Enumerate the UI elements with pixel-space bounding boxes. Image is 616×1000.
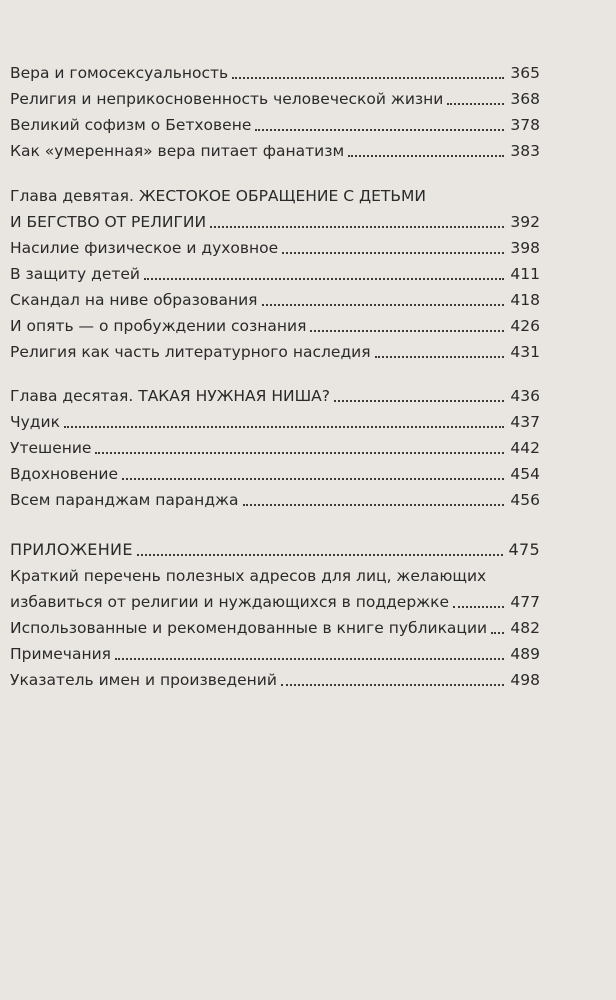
chapter-nine-title-line1: Глава девятая. ЖЕСТОКОЕ ОБРАЩЕНИЕ С ДЕТЬМИ — [10, 187, 426, 205]
dot-leader — [210, 226, 504, 228]
toc-entry-title: Всем паранджам паранджа — [10, 491, 239, 509]
toc-entry-title: Чудик — [10, 413, 60, 431]
toc-entry-page: 378 — [510, 116, 540, 134]
toc-entry-title: Скандал на ниве образования — [10, 291, 258, 309]
dot-leader — [310, 330, 504, 332]
toc-entry-page: 368 — [510, 90, 540, 108]
toc-entry-title: избавиться от религии и нуждающихся в поддержке — [10, 593, 450, 611]
dot-leader — [137, 554, 503, 556]
toc-entry-page: 477 — [510, 593, 540, 611]
toc-entry-title: Вера и гомосексуальность — [10, 64, 229, 82]
toc-entry-page: 498 — [510, 671, 540, 689]
chapter-ten-title: Глава десятая. ТАКАЯ НУЖНАЯ НИША? — [10, 387, 331, 405]
toc-entry — [10, 261, 540, 287]
dot-leader — [243, 504, 505, 506]
toc-entry-title: Как «умеренная» вера питает фанатизм — [10, 142, 345, 160]
appendix-page: 475 — [508, 540, 540, 559]
toc-entry — [10, 615, 540, 641]
toc-entry — [10, 235, 540, 261]
dot-leader — [447, 103, 504, 105]
toc-entry — [10, 60, 540, 86]
toc-entry-title: Использованные и рекомендованные в книге публикации — [10, 619, 488, 637]
toc-entry — [10, 667, 540, 693]
chapter-ten-heading — [10, 383, 540, 409]
toc-entry — [10, 112, 540, 138]
dot-leader — [122, 478, 504, 480]
toc-entry-title: Религия как часть литературного наследия — [10, 343, 371, 361]
dot-leader — [375, 356, 505, 358]
dot-leader — [453, 606, 504, 608]
toc-entry-title: Вдохновение — [10, 465, 119, 483]
toc-entry-title: И опять — о пробуждении сознания — [10, 317, 307, 335]
dot-leader — [262, 304, 505, 306]
dot-leader — [255, 129, 504, 131]
toc-entry-page: 411 — [510, 265, 540, 283]
toc-entry — [10, 589, 540, 615]
chapter-nine-page: 392 — [510, 213, 540, 231]
toc-entry-page: 383 — [510, 142, 540, 160]
toc-entry — [10, 461, 540, 487]
toc-entry — [10, 339, 540, 365]
toc-entry — [10, 487, 540, 513]
toc-entry-page: 489 — [510, 645, 540, 663]
toc-entry-page: 437 — [510, 413, 540, 431]
dot-leader — [144, 278, 504, 280]
toc-entry-page: 398 — [510, 239, 540, 257]
dot-leader — [334, 400, 504, 402]
toc-entry — [10, 409, 540, 435]
toc-entry — [10, 138, 540, 164]
toc-entry-title: Насилие физическое и духовное — [10, 239, 279, 257]
dot-leader — [281, 684, 504, 686]
chapter-nine-title-line2: И БЕГСТВО ОТ РЕЛИГИИ — [10, 213, 207, 231]
toc-entry-page: 456 — [510, 491, 540, 509]
toc-entry-title: Указатель имен и произведений — [10, 671, 277, 689]
toc-entry-title: Религия и неприкосновенность человеческой жизни — [10, 90, 444, 108]
toc-entry — [10, 287, 540, 313]
toc-entry-page: 418 — [510, 291, 540, 309]
appendix-heading — [10, 537, 540, 563]
toc-entry-page: 426 — [510, 317, 540, 335]
chapter-ten-page: 436 — [510, 387, 540, 405]
toc-entry-title: Утешение — [10, 439, 92, 457]
toc-entry-page: 365 — [510, 64, 540, 82]
toc-entry-title: В защиту детей — [10, 265, 140, 283]
dot-leader — [282, 252, 504, 254]
toc-entry — [10, 313, 540, 339]
dot-leader — [348, 155, 504, 157]
toc-entry-page: 442 — [510, 439, 540, 457]
dot-leader — [491, 632, 504, 634]
toc-entry-title: Примечания — [10, 645, 111, 663]
toc-entry — [10, 641, 540, 667]
dot-leader — [64, 426, 504, 428]
toc-entry — [10, 435, 540, 461]
toc-entry-line1: Краткий перечень полезных адресов для лиц, желающих — [10, 567, 487, 585]
dot-leader — [115, 658, 504, 660]
chapter-nine-heading — [10, 209, 540, 235]
toc-entry-page: 482 — [510, 619, 540, 637]
toc-entry-page: 454 — [510, 465, 540, 483]
appendix-title: ПРИЛОЖЕНИЕ — [10, 540, 133, 559]
toc-entry — [10, 86, 540, 112]
toc-entry-page: 431 — [510, 343, 540, 361]
dot-leader — [95, 452, 504, 454]
dot-leader — [232, 77, 504, 79]
toc-entry-title: Великий софизм о Бетховене — [10, 116, 252, 134]
